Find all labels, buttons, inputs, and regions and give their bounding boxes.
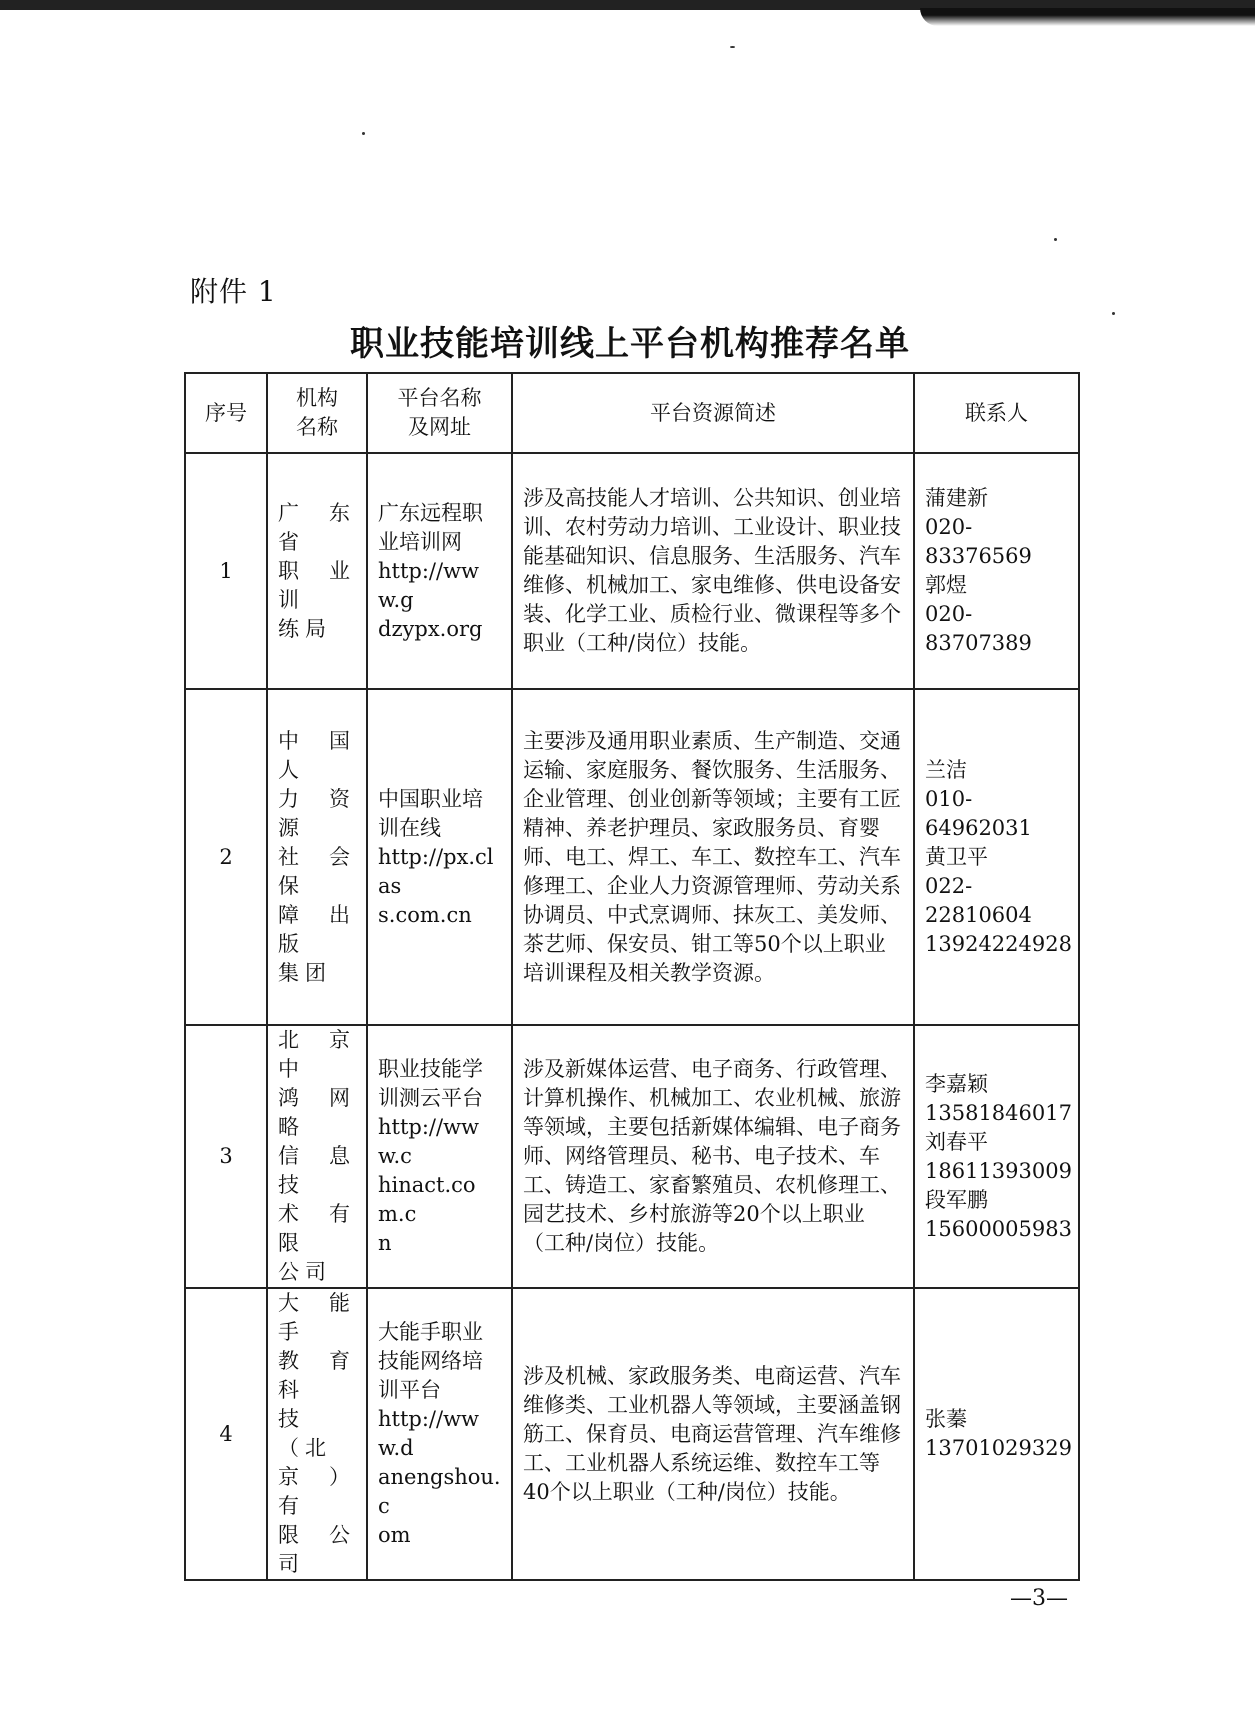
table-row [185, 1025, 1079, 1288]
scan-speck [1054, 238, 1057, 241]
cell-description: 涉及新媒体运营、电子商务、行政管理、计算机操作、机械加工、农业机械、旅游等领域，主要包括新媒体编辑、电子商务师、网络管理员、秘书、电子技术、车工、铸造工、家畜繁殖员、农机修理工、园艺技术、乡村旅游等20个以上职业（工种/岗位）技能。 [512, 1025, 914, 1288]
cell-contact: 张蓁 13701029329 [914, 1288, 1079, 1580]
cell-description: 涉及高技能人才培训、公共知识、创业培训、农村劳动力培训、工业设计、职业技能基础知识、信息服务、生活服务、汽车维修、机械加工、家电维修、供电设备安装、化学工业、质检行业、微课程等多个职业（工种/岗位）技能。 [512, 453, 914, 689]
cell-seq: 3 [185, 1025, 267, 1288]
cell-org-name: 大能手 教育科 技（北 京）有 限公司 [267, 1288, 367, 1580]
table-row [185, 689, 1079, 1025]
cell-description: 主要涉及通用职业素质、生产制造、交通运输、家庭服务、餐饮服务、生活服务、企业管理、创业创新等领域；主要有工匠精神、养老护理员、家政服务员、育婴师、电工、焊工、车工、数控车工、汽车修理工、企业人力资源管理师、劳动关系协调员、中式烹调师、抹灰工、美发师、茶艺师、保安员、钳工等50个以上职业培训课程及相关教学资源。 [512, 689, 914, 1025]
scan-speck [730, 46, 735, 48]
recommendation-table [184, 372, 1080, 1581]
table-header-row [185, 373, 1079, 453]
cell-description: 涉及机械、家政服务类、电商运营、汽车维修类、工业机器人等领域，主要涵盖钢筋工、保育员、电商运营管理、汽车维修工、工业机器人系统运维、数控车工等40个以上职业（工种/岗位）技能。 [512, 1288, 914, 1580]
page-number: —3— [1010, 1586, 1068, 1611]
header-contact: 联系人 [914, 373, 1079, 453]
cell-org-name: 北京中 鸿网略 信息技 术有限 公司 [267, 1025, 367, 1288]
header-description: 平台资源简述 [512, 373, 914, 453]
cell-seq: 2 [185, 689, 267, 1025]
header-org-name: 机构 名称 [267, 373, 367, 453]
scan-speck [362, 132, 365, 135]
cell-seq: 1 [185, 453, 267, 689]
cell-contact: 蒲建新 020-83376569 郭煜 020-83707389 [914, 453, 1079, 689]
table-row [185, 453, 1079, 689]
cell-org-name: 中国人 力资源 社会保 障出版 集团 [267, 689, 367, 1025]
scan-edge-corner [920, 8, 1255, 26]
header-seq: 序号 [185, 373, 267, 453]
cell-contact: 兰洁 010-64962031 黄卫平 022-22810604 13924224928 [914, 689, 1079, 1025]
cell-platform: 中国职业培 训在线 http://px.clas s.com.cn [367, 689, 512, 1025]
page-title: 职业技能培训线上平台机构推荐名单 [350, 324, 910, 364]
cell-platform: 大能手职业 技能网络培 训平台 http://www.d anengshou.c om [367, 1288, 512, 1580]
cell-org-name: 广东省 职业训 练局 [267, 453, 367, 689]
cell-seq: 4 [185, 1288, 267, 1580]
cell-platform: 职业技能学 训测云平台 http://www.c hinact.com.c n [367, 1025, 512, 1288]
table-row [185, 1288, 1079, 1580]
attachment-label: 附件 1 [190, 275, 277, 308]
cell-platform: 广东远程职 业培训网 http://www.g dzypx.org [367, 453, 512, 689]
cell-contact: 李嘉颖 13581846017 刘春平 18611393009 段军鹏 15600005983 [914, 1025, 1079, 1288]
scan-speck [1112, 312, 1115, 315]
header-platform: 平台名称 及网址 [367, 373, 512, 453]
